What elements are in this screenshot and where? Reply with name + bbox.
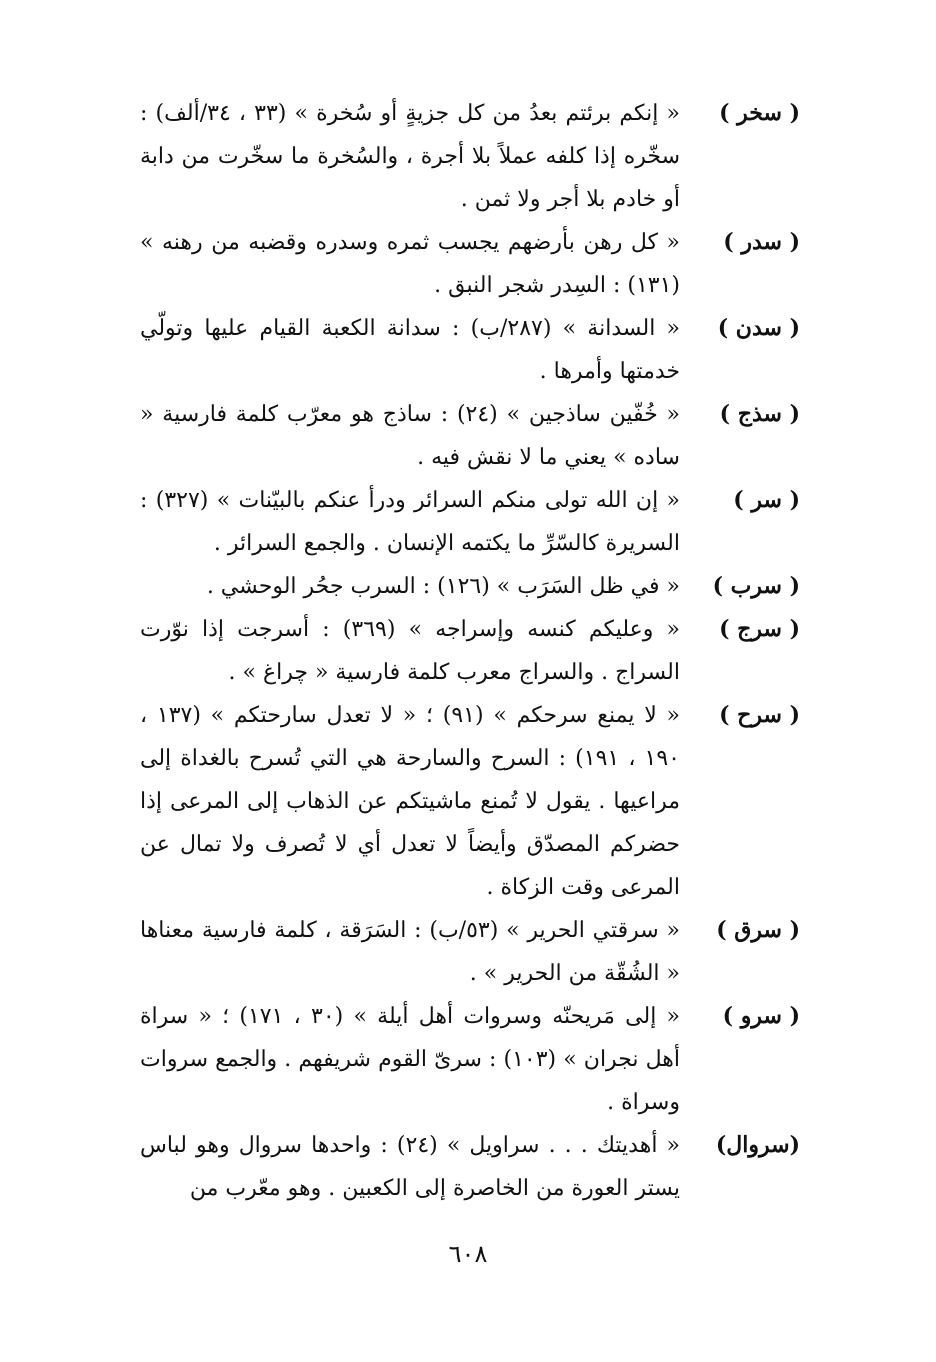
- entry-root: ( سرو ): [722, 1003, 800, 1029]
- entry-saraj: [140, 608, 800, 694]
- entry-definition: « إنكم برئتم بعدُ من كل جزيةٍ أو سُخرة » (٣٣ ، ٣٤/ألف) : سخّره إذا كلفه عملاً بلا أجرة ، والسُخرة ما سخّرت من دابة أو خادم بلا أجر ولا ثمن .: [140, 101, 680, 212]
- entry-saraq: [140, 909, 800, 995]
- entry-root: ( سدر ): [723, 229, 800, 255]
- entry-root: ( سرح ): [719, 702, 800, 728]
- entry-definition: « السدانة » (٢٨٧/ب) : سدانة الكعبة القيام عليها وتولّي خدمتها وأمرها .: [140, 316, 680, 384]
- entry-sirwal: [140, 1124, 800, 1210]
- entry-sadan: [140, 307, 800, 393]
- entry-root: ( سخر ): [719, 100, 800, 126]
- entry-sirr: [140, 479, 800, 565]
- entry-sakhar: [140, 92, 800, 221]
- entry-saru: [140, 995, 800, 1124]
- entry-definition: « سرقتي الحرير » (٥٣/ب) : السَرَقة ، كلمة فارسية معناها « الشُقّة من الحرير » .: [140, 918, 680, 986]
- entry-definition: « كل رهن بأرضهم يجسب ثمره وسدره وقضبه من رهنه » (١٣١) : السِدر شجر النبق .: [140, 230, 680, 298]
- entry-sarah: [140, 694, 800, 909]
- entry-definition: « في ظل السَرَب » (١٢٦) : السرب جحُر الوحشي .: [206, 574, 680, 599]
- entry-definition: « إلى مَريحنّه وسروات أهل أيلة » (٣٠ ، ١٧١) ؛ « سراة أهل نجران » (١٠٣) : سرىّ القوم شريفهم . والجمع سروات وسراة .: [140, 1004, 680, 1115]
- entry-definition: « لا يمنع سرحكم » (٩١) ؛ « لا تعدل سارحتكم » (١٣٧ ، ١٩٠ ، ١٩١) : السرح والسارحة هي التي تُسرح بالغداة إلى مراعيها . يقول لا تُمنع ماشيتكم عن الذهاب إلى المرعى إذا حضركم المصدّق وأيضاً لا تعدل أي لا تُصرف ولا تمال عن المرعى وقت الزكاة .: [140, 703, 681, 900]
- entry-root: ( سرج ): [719, 616, 800, 642]
- entry-sarab: [140, 565, 800, 608]
- entry-definition: « أهديتك . . . سراويل » (٢٤) : واحدها سروال وهو لباس يستر العورة من الخاصرة إلى الكعبين . وهو معّرب من: [140, 1133, 681, 1201]
- entries-list: [140, 92, 800, 1210]
- entry-root: ( سرب ): [712, 573, 800, 599]
- entry-root: ( سدن ): [717, 315, 800, 341]
- entry-definition: « إن الله تولى منكم السرائر ودرأ عنكم بالبيّنات » (٣٢٧) : السريرة كالسّرِّ ما يكتمه الإنسان . والجمع السرائر .: [140, 488, 680, 556]
- entry-root: ( سر ): [733, 487, 800, 513]
- entry-definition: « وعليكم كنسه وإسراجه » (٣٦٩) : أسرجت إذا نوّرت السراج . والسراج معرب كلمة فارسية « چراغ » .: [140, 617, 681, 685]
- entry-sadhaj: [140, 393, 800, 479]
- page-number: ٦٠٨: [448, 1240, 488, 1268]
- entry-root: ( سذج ): [719, 401, 800, 427]
- entry-root: (سروال): [715, 1132, 800, 1158]
- entry-root: ( سرق ): [716, 917, 800, 943]
- entry-sidr: [140, 221, 800, 307]
- entry-definition: « خُفّين ساذجين » (٢٤) : ساذج هو معرّب كلمة فارسية « ساده » يعني ما لا نقش فيه .: [140, 402, 680, 470]
